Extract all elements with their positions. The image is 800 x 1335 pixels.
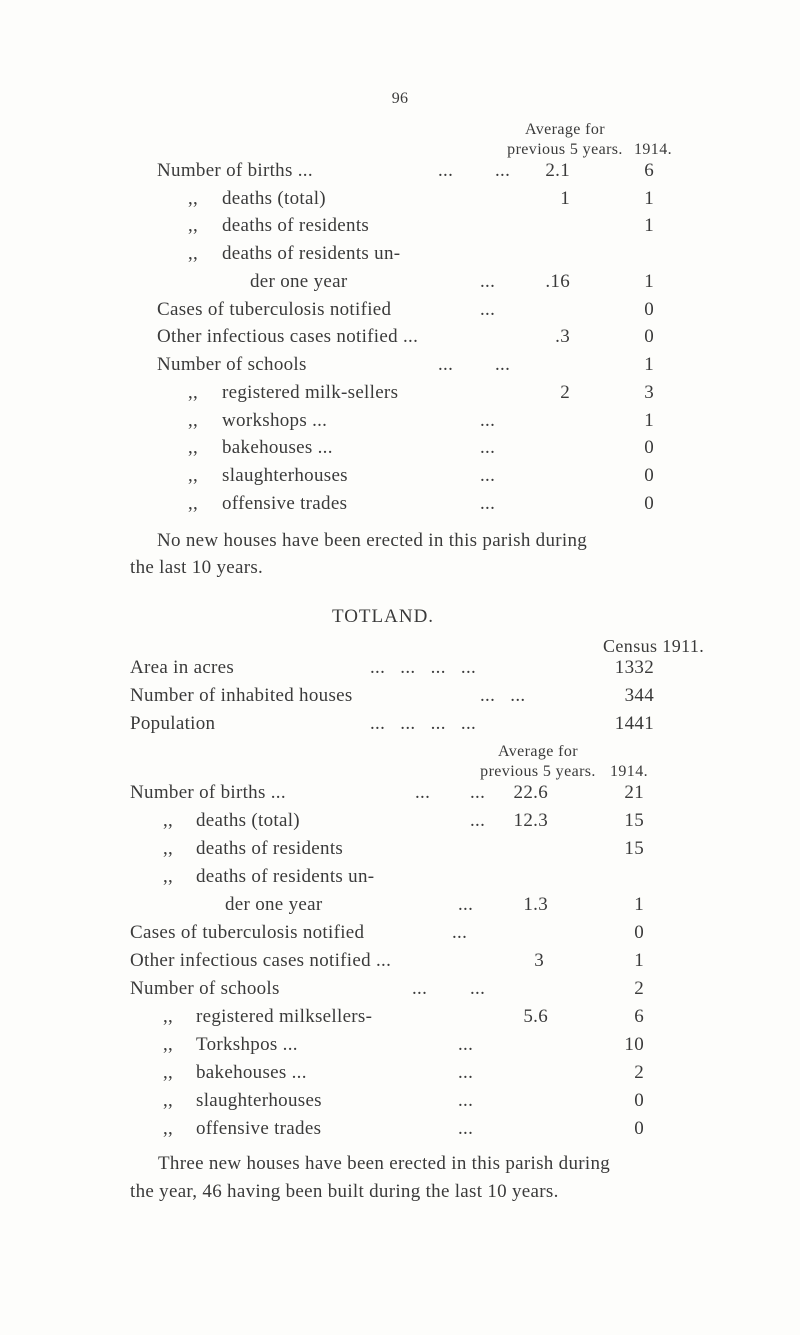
row-label: Other infectious cases notified ... (130, 950, 392, 971)
census-row-value: 1441 (614, 713, 654, 734)
row-label: Other infectious cases notified ... (157, 326, 419, 347)
row-label: deaths (total) (196, 810, 300, 831)
row-year-value: 0 (644, 326, 654, 347)
row-dots: ... (458, 1090, 474, 1111)
census-header: Census 1911. (603, 636, 705, 656)
row-dots: ... (480, 271, 496, 292)
section-title: TOTLAND. (331, 606, 435, 627)
row-average: 5.6 (523, 1006, 548, 1027)
ditto-mark: ,, (188, 382, 199, 403)
census-row-value: 344 (624, 685, 654, 706)
census-row-dots: ... ... (480, 685, 526, 706)
row-year-value: 1 (634, 950, 644, 971)
ditto-mark: ,, (163, 1006, 174, 1027)
row-dots: ... (458, 1062, 474, 1083)
row-dots: ... (470, 782, 486, 803)
row-dots: ... (458, 894, 474, 915)
row-year-value: 10 (624, 1034, 644, 1055)
row-average: 1 (560, 188, 570, 209)
row-year-value: 1 (644, 215, 654, 236)
row-year-value: 0 (634, 922, 644, 943)
row-year-value: 1 (644, 354, 654, 375)
row-label: Number of births ... (130, 782, 286, 803)
row-dots: ... (480, 493, 496, 514)
average-header-line2: previous 5 years. (480, 763, 596, 780)
row-average: 3 (534, 950, 544, 971)
row-label: der one year (225, 894, 323, 915)
row-year-value: 6 (634, 1006, 644, 1027)
ditto-mark: ,, (188, 243, 199, 264)
row-year-value: 6 (644, 160, 654, 181)
row-year-value: 1 (644, 271, 654, 292)
average-header-line1: Average for (497, 743, 579, 760)
row-year-value: 0 (644, 437, 654, 458)
row-label: deaths of residents (222, 215, 370, 236)
ditto-mark: ,, (188, 493, 199, 514)
row-dots: ... (458, 1034, 474, 1055)
row-year-value: 15 (624, 810, 644, 831)
ditto-mark: ,, (163, 838, 174, 859)
row-dots: ... (438, 160, 454, 181)
row-label: offensive trades (196, 1118, 322, 1139)
row-label: der one year (250, 271, 348, 292)
ditto-mark: ,, (163, 1062, 174, 1083)
census-row-label: Population (130, 713, 216, 734)
row-dots: ... (415, 782, 431, 803)
row-year-value: 1 (634, 894, 644, 915)
row-average: 22.6 (513, 782, 548, 803)
row-year-value: 2 (634, 1062, 644, 1083)
row-label: deaths (total) (222, 188, 326, 209)
row-label: registered milk-sellers (222, 382, 399, 403)
ditto-mark: ,, (163, 1034, 174, 1055)
row-label: offensive trades (222, 493, 348, 514)
row-label: Cases of tuberculosis notified (130, 922, 365, 943)
row-label: Torkshpos ... (196, 1034, 298, 1055)
census-row-dots: ... ... ... ... (370, 657, 477, 678)
census-row-label: Area in acres (130, 657, 235, 678)
census-row-dots: ... ... ... ... (370, 713, 477, 734)
row-year-value: 2 (634, 978, 644, 999)
ditto-mark: ,, (188, 437, 199, 458)
row-label: workshops ... (222, 410, 328, 431)
row-year-value: 1 (644, 188, 654, 209)
row-dots: ... (470, 810, 486, 831)
section2-note-line1: Three new houses have been erected in this parish during (158, 1153, 611, 1174)
section1-note-line1: No new houses have been erected in this parish during (157, 530, 588, 551)
row-dots: ... (480, 299, 496, 320)
row-dots: ... (470, 978, 486, 999)
row-average: .16 (545, 271, 570, 292)
ditto-mark: ,, (163, 866, 174, 887)
row-average: 2 (560, 382, 570, 403)
row-year-value: 3 (644, 382, 654, 403)
row-year-value: 0 (634, 1118, 644, 1139)
page-number: 96 (391, 90, 409, 107)
row-average: 12.3 (513, 810, 548, 831)
row-label: slaughterhouses (222, 465, 348, 486)
row-year-value: 0 (634, 1090, 644, 1111)
row-year-value: 0 (644, 299, 654, 320)
ditto-mark: ,, (188, 188, 199, 209)
census-row-label: Number of inhabited houses (130, 685, 353, 706)
row-average: 1.3 (523, 894, 548, 915)
row-year-value: 1 (644, 410, 654, 431)
row-year-value: 15 (624, 838, 644, 859)
row-dots: ... (480, 465, 496, 486)
row-dots: ... (438, 354, 454, 375)
ditto-mark: ,, (163, 810, 174, 831)
row-average: .3 (555, 326, 570, 347)
row-dots: ... (458, 1118, 474, 1139)
row-dots: ... (495, 160, 511, 181)
row-dots: ... (495, 354, 511, 375)
row-year-value: 21 (624, 782, 644, 803)
row-label: slaughterhouses (196, 1090, 322, 1111)
average-header-line2: previous 5 years. (507, 141, 623, 158)
ditto-mark: ,, (163, 1090, 174, 1111)
row-label: bakehouses ... (222, 437, 333, 458)
ditto-mark: ,, (188, 215, 199, 236)
section1-note-line2: the last 10 years. (130, 557, 264, 578)
row-dots: ... (452, 922, 468, 943)
row-label: registered milksellers- (196, 1006, 373, 1027)
row-dots: ... (480, 410, 496, 431)
ditto-mark: ,, (188, 465, 199, 486)
row-label: deaths of residents (196, 838, 344, 859)
row-label: deaths of residents un- (222, 243, 401, 264)
average-header-line1: Average for (524, 121, 606, 138)
row-label: Number of schools (157, 354, 307, 375)
row-dots: ... (412, 978, 428, 999)
ditto-mark: ,, (188, 410, 199, 431)
row-year-value: 0 (644, 493, 654, 514)
census-row-value: 1332 (614, 657, 654, 678)
row-label: Number of schools (130, 978, 280, 999)
row-label: Number of births ... (157, 160, 313, 181)
row-year-value: 0 (644, 465, 654, 486)
row-dots: ... (480, 437, 496, 458)
row-label: Cases of tuberculosis notified (157, 299, 392, 320)
row-label: deaths of residents un- (196, 866, 375, 887)
ditto-mark: ,, (163, 1118, 174, 1139)
year-header: 1914. (610, 763, 648, 780)
year-header: 1914. (634, 141, 672, 158)
row-label: bakehouses ... (196, 1062, 307, 1083)
section2-note-line2: the year, 46 having been built during the last 10 years. (130, 1181, 559, 1202)
row-average: 2.1 (545, 160, 570, 181)
